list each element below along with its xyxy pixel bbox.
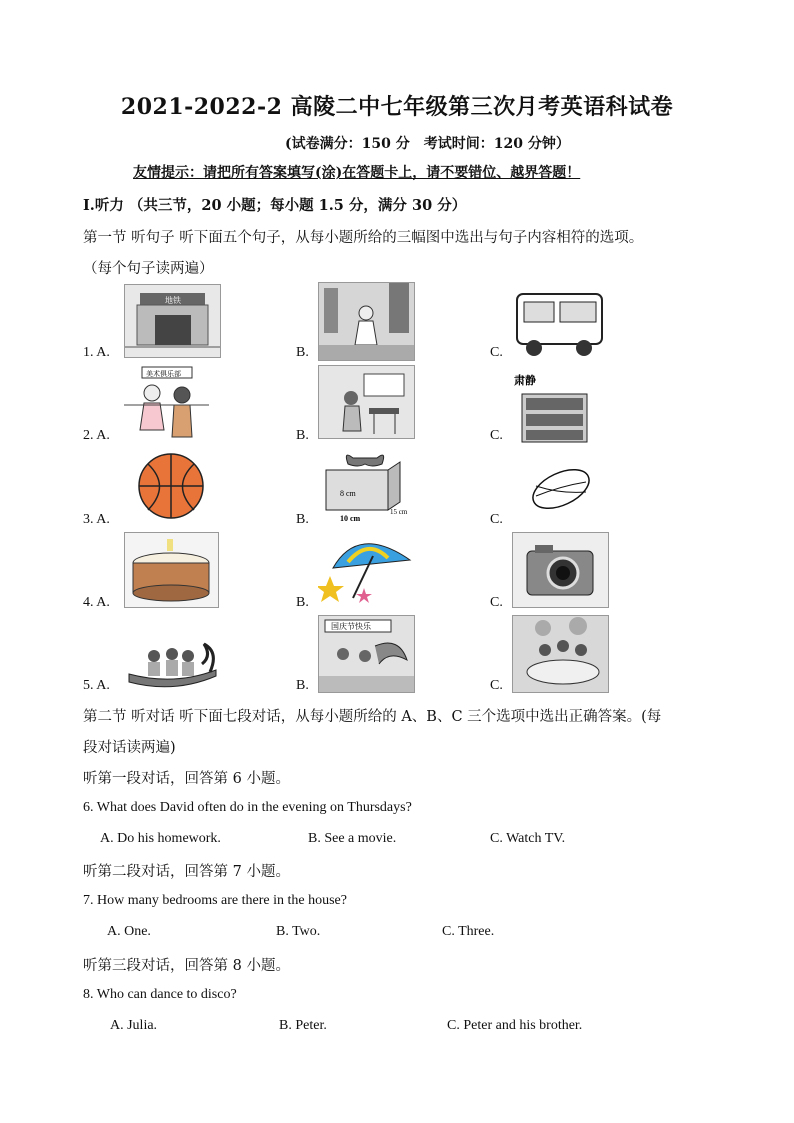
party-sign-text: 国庆节快乐 xyxy=(331,622,371,631)
q7-option-b: B. Two. xyxy=(276,924,321,939)
q8-option-c: C. Peter and his brother. xyxy=(447,1018,583,1033)
exam-info: (试卷满分：150 分 考试时间：120 分钟） xyxy=(285,136,570,152)
part2-intro: 第二节 听对话 听下面七段对话，从每小题所给的 A、B、C 三个选项中选出正确答案。(每 xyxy=(83,709,662,725)
subway-station-image xyxy=(124,284,221,358)
camera-image xyxy=(512,532,609,608)
club-sign-text: 美术俱乐部 xyxy=(146,370,181,378)
question-6: 6. What does David often do in the evening on Thursdays? xyxy=(83,800,412,815)
listening-heading: I.听力 （共三节，20 小题；每小题 1.5 分，满分 30 分） xyxy=(83,197,467,214)
q6-option-c: C. Watch TV. xyxy=(490,831,566,846)
family-dinner-image xyxy=(512,615,609,693)
girl-walking-image xyxy=(318,282,415,361)
box-width-text: 8 cm xyxy=(340,489,356,498)
national-day-image xyxy=(318,615,415,693)
row3-label-a: 3. A. xyxy=(83,512,110,527)
row1-label-a: 1. A. xyxy=(83,345,110,360)
row2-label-a: 2. A. xyxy=(83,428,110,443)
dialog3-instruction: 听第三段对话，回答第 8 小题。 xyxy=(83,958,290,974)
umbrella-image xyxy=(318,532,413,608)
row4-label-a: 4. A. xyxy=(83,595,110,610)
basketball-image xyxy=(130,452,212,524)
row1-label-c: C. xyxy=(490,345,503,360)
row4-label-b: B. xyxy=(296,595,309,610)
subway-sign-text: 地铁 xyxy=(165,296,181,305)
box-height-text: 15 cm xyxy=(390,508,408,516)
q8-option-a: A. Julia. xyxy=(110,1018,158,1033)
row4-label-c: C. xyxy=(490,595,503,610)
part2-intro-cont: 段对话读两遍) xyxy=(83,740,176,756)
page-title: 2021-2022-2 高陵二中七年级第三次月考英语科试卷 xyxy=(120,94,674,120)
box-length-text: 10 cm xyxy=(340,514,361,523)
football-image xyxy=(528,466,594,512)
dragon-boat-image xyxy=(124,622,219,694)
q8-option-b: B. Peter. xyxy=(279,1018,327,1033)
q6-option-a: A. Do his homework. xyxy=(100,831,221,846)
row5-label-a: 5. A. xyxy=(83,678,110,693)
dialog1-instruction: 听第一段对话，回答第 6 小题。 xyxy=(83,771,290,787)
row1-label-b: B. xyxy=(296,345,309,360)
girl-desk-image xyxy=(318,365,415,439)
q7-option-a: A. One. xyxy=(107,924,151,939)
library-image xyxy=(512,372,607,444)
q6-option-b: B. See a movie. xyxy=(308,831,397,846)
part1-intro: 第一节 听句子 听下面五个句子，从每小题所给的三幅图中选出与句子内容相符的选项。 xyxy=(83,230,644,246)
gift-box-image xyxy=(318,450,413,525)
girls-club-image xyxy=(124,365,209,443)
row2-label-c: C. xyxy=(490,428,503,443)
dialog2-instruction: 听第二段对话，回答第 7 小题。 xyxy=(83,864,290,880)
row5-label-c: C. xyxy=(490,678,503,693)
quiet-sign-text: 肃静 xyxy=(514,374,536,387)
row5-label-b: B. xyxy=(296,678,309,693)
birthday-cake-image xyxy=(124,532,219,608)
question-8: 8. Who can dance to disco? xyxy=(83,987,237,1002)
row2-label-b: B. xyxy=(296,428,309,443)
bus-image xyxy=(512,288,607,360)
part1-intro-cont: （每个句子读两遍） xyxy=(83,261,214,277)
q7-option-c: C. Three. xyxy=(442,924,495,939)
friendly-tip: 友情提示：请把所有答案填写(涂)在答题卡上，请不要错位、越界答题！ xyxy=(133,165,581,181)
row3-label-b: B. xyxy=(296,512,309,527)
row3-label-c: C. xyxy=(490,512,503,527)
question-7: 7. How many bedrooms are there in the house? xyxy=(83,893,347,908)
